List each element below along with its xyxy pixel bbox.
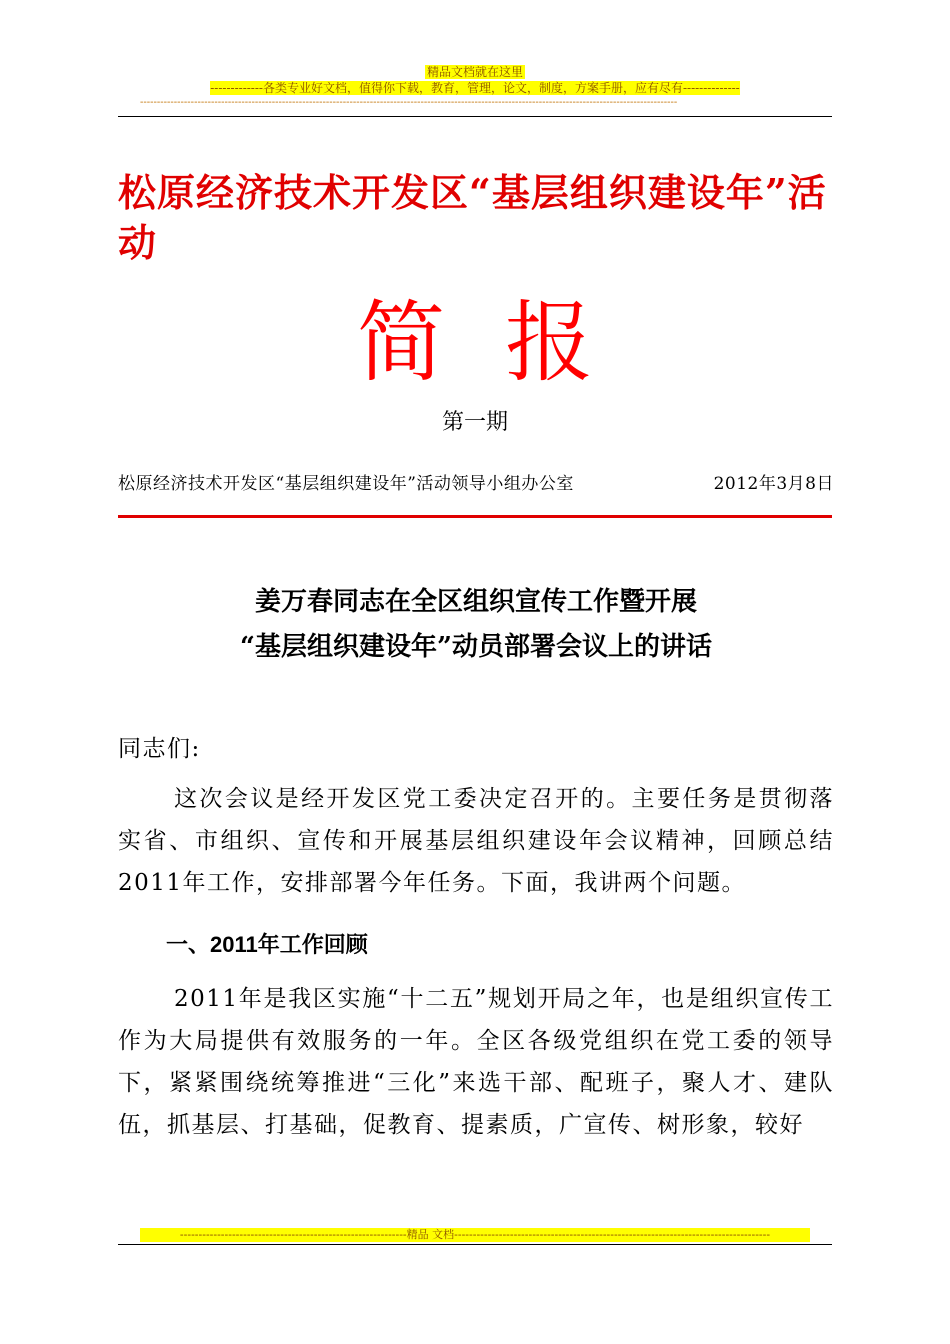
header-rule: [118, 116, 832, 117]
section-heading: 一、2011年工作回顾: [166, 932, 368, 957]
header-banner-subtitle-text: -------------各类专业好文档，值得你下载，教育，管理，论文，制度，方案手册，应有尽有--------------: [210, 81, 740, 95]
issuer-name: 松原经济技术开发区“基层组织建设年”活动领导小组办公室: [118, 474, 574, 494]
issue-number: 第一期: [441, 410, 508, 435]
salutation: 同志们:: [118, 736, 201, 762]
header-banner-title: [0, 64, 950, 80]
footer-banner: -------------------------------------------------------------精品 文档-------------------------------------------------------------------------------------: [140, 1228, 810, 1242]
header-banner-title-text: 精品文档就在这里: [426, 65, 523, 79]
header-banner-subtitle: [0, 80, 950, 96]
issuer-line: [118, 472, 834, 496]
briefing-big-title: 简报: [356, 291, 653, 394]
red-divider: [118, 515, 832, 518]
footer-rule: [118, 1244, 832, 1245]
paragraph-intro: 这次会议是经开发区党工委决定召开的。主要任务是贯彻落实省、市组织、宣传和开展基层组织建设年会议精神，回顾总结2011年工作，安排部署今年任务。下面，我讲两个问题。: [118, 786, 834, 896]
paragraph-review: 2011年是我区实施“十二五”规划开局之年，也是组织宣传工作为大局提供有效服务的一年。全区各级党组织在党工委的领导下，紧紧围绕统筹推进“三化”来选干部、配班子，聚人才、建队伍，抓基层、打基础，促教育、提素质，广宣传、树形象，较好: [118, 986, 834, 1138]
briefing-main-title: 松原经济技术开发区“基层组织建设年”活动: [118, 170, 827, 265]
issue-date: 2012年3月8日: [713, 474, 834, 494]
header-dash-line: ---------------------------------------------------------------------------------------------------------------------------------------------------------------: [140, 98, 678, 108]
article-title: [118, 580, 834, 670]
article-title-line1: 姜万春同志在全区组织宣传工作暨开展: [254, 587, 697, 617]
article-title-line2: “基层组织建设年”动员部署会议上的讲话: [240, 632, 712, 662]
